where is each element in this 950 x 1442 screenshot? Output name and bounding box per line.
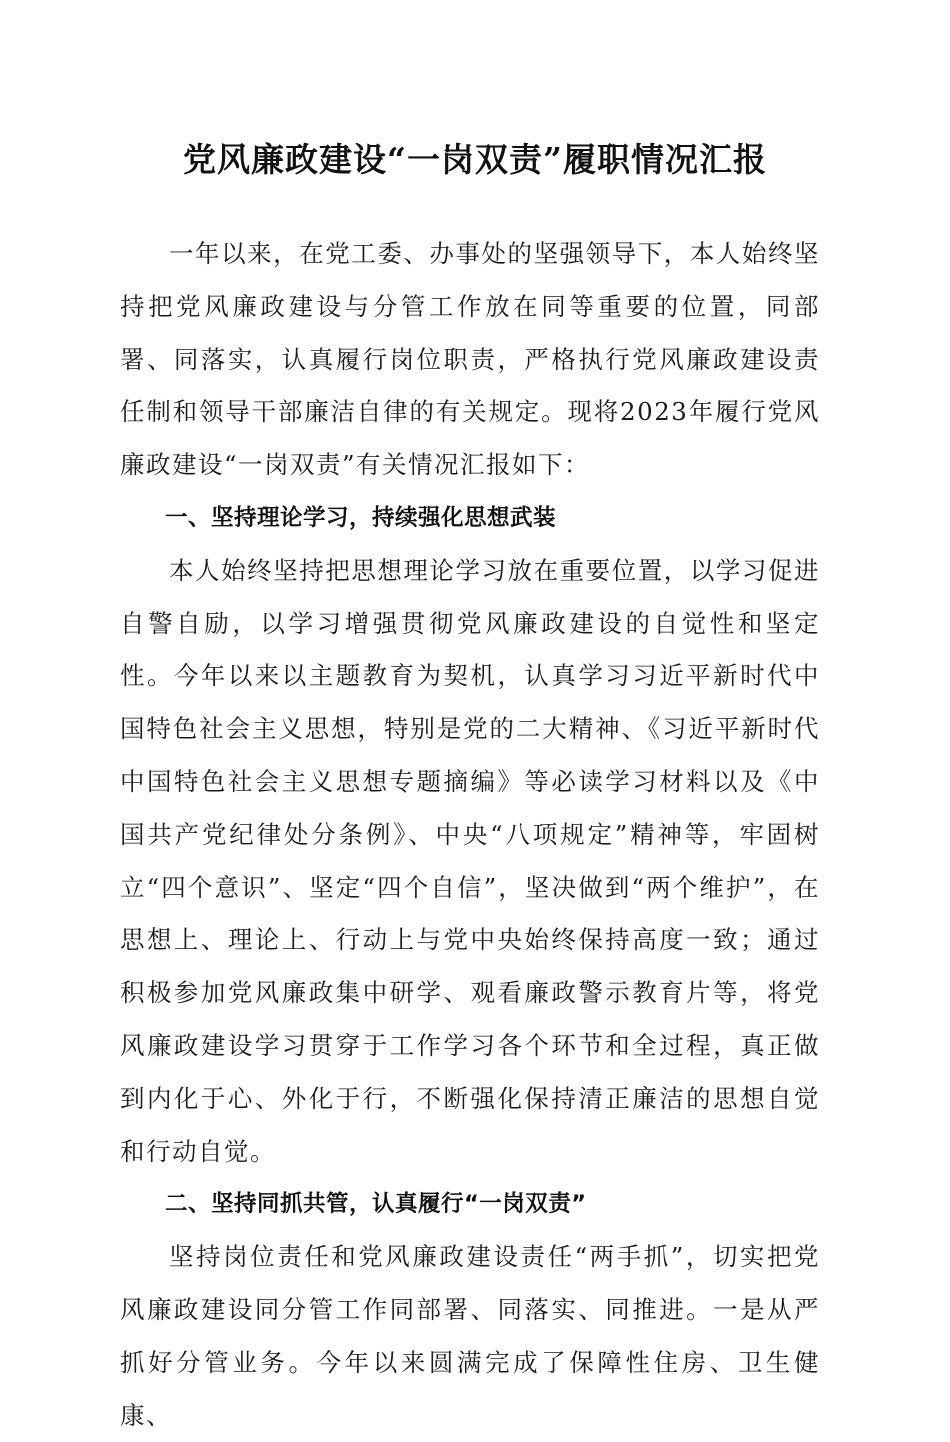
document-body <box>120 228 820 1442</box>
section-paragraph-2: 坚持岗位责任和党风廉政建设责任“两手抓”，切实把党风廉政建设同分管工作同部署、同落实、同推进。一是从严抓好分管业务。今年以来圆满完成了保障性住房、卫生健康、 <box>120 1242 820 1430</box>
document-title: 党风廉政建设“一岗双责”履职情况汇报 <box>183 140 767 179</box>
section-heading-2: 二、坚持同抓共管，认真履行“一岗双责” <box>165 1191 587 1218</box>
section-heading-1: 一、坚持理论学习，持续强化思想武装 <box>165 504 557 531</box>
intro-paragraph: 一年以来，在党工委、办事处的坚强领导下，本人始终坚持把党风廉政建设与分管工作放在同等重要的位置，同部署、同落实，认真履行岗位职责，严格执行党风廉政建设责任制和领导干部廉洁自律的有关规定。现将2023年履行党风廉政建设“一岗双责”有关情况汇报如下： <box>120 239 820 480</box>
section-paragraph-1: 本人始终坚持把思想理论学习放在重要位置，以学习促进自警自励，以学习增强贯彻党风廉政建设的自觉性和坚定性。今年以来以主题教育为契机，认真学习习近平新时代中国特色社会主义思想，特别是党的二大精神、《习近平新时代中国特色社会主义思想专题摘编》等必读学习材料以及《中国共产党纪律处分条例》、中央“八项规定”精神等，牢固树立“四个意识”、坚定“四个自信”，坚决做到“两个维护”，在思想上、理论上、行动上与党中央始终保持高度一致；通过积极参加党风廉政集中研学、观看廉政警示教育片等，将党风廉政建设学习贯穿于工作学习各个环节和全过程，真正做到内化于心、外化于行，不断强化保持清正廉洁的思想自觉和行动自觉。 <box>120 555 820 1166</box>
